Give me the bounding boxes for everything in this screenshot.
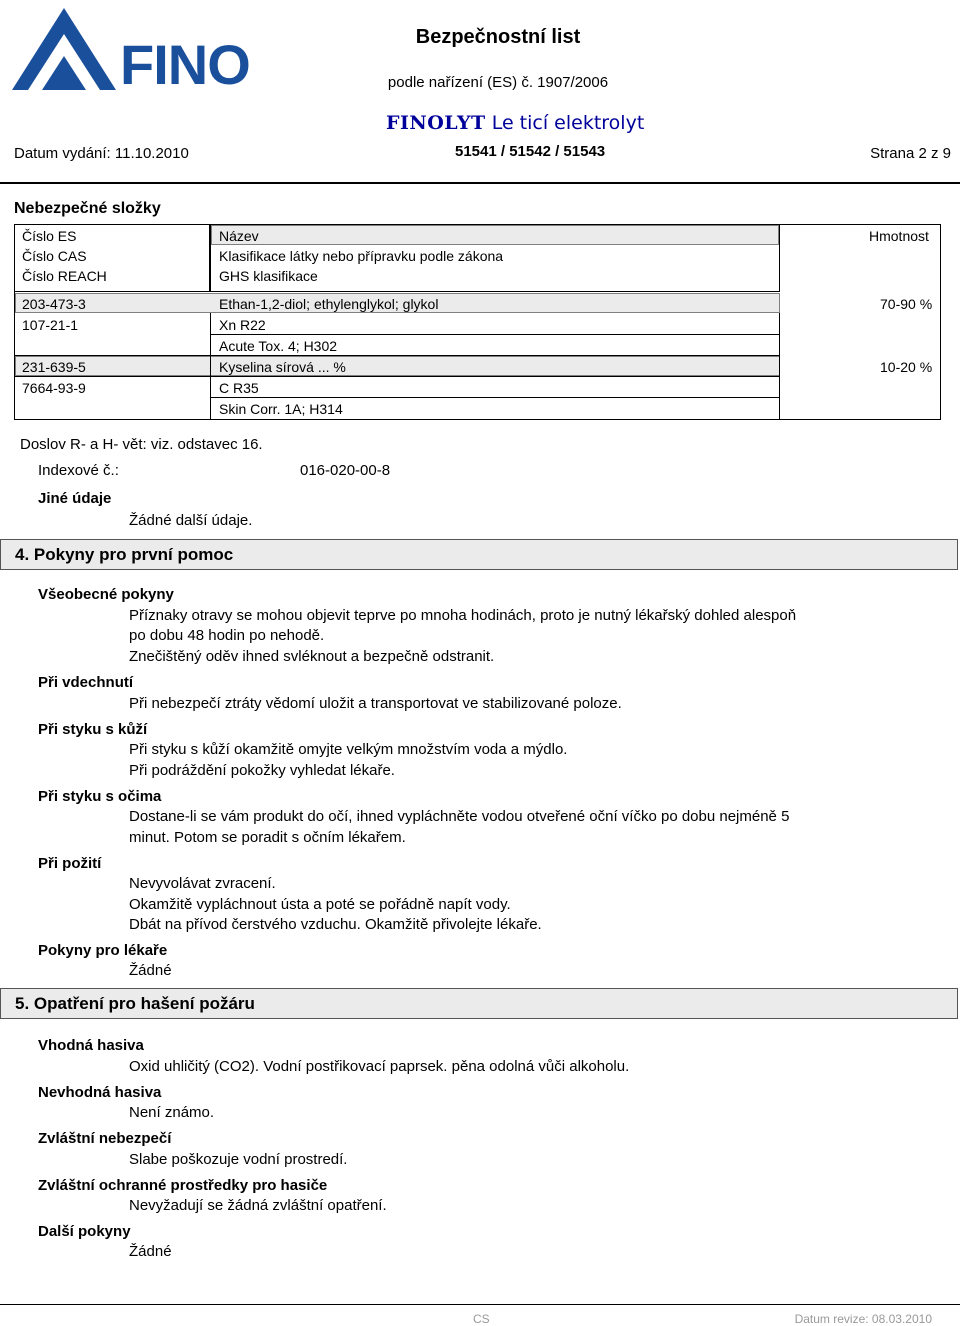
footer-divider xyxy=(0,1304,960,1305)
index-number-value: 016-020-00-8 xyxy=(300,462,391,479)
header-reach-number: Číslo REACH xyxy=(22,268,107,284)
general-advice-line-1: Příznaky otravy se mohou objevit teprve po mnoha hodinách, proto je nutný lékařský dohled alespoň xyxy=(129,607,797,624)
general-advice-line-2: po dobu 48 hodin po nehodě. xyxy=(129,627,325,644)
row-1-name: Ethan-1,2-diol; ethylenglykol; glykol xyxy=(219,296,439,312)
further-info-text: Žádné xyxy=(129,1243,172,1260)
firefighter-equipment-text: Nevyžadují se žádná zvláštní opatření. xyxy=(129,1197,387,1214)
skin-contact-heading: Při styku s kůží xyxy=(38,721,148,738)
index-number-label: Indexové č.: xyxy=(38,462,119,479)
other-info-heading: Jiné údaje xyxy=(38,490,112,507)
table-header-name-band xyxy=(211,225,779,245)
inhalation-heading: Při vdechnutí xyxy=(38,674,134,691)
document-title: Bezpečnostní list xyxy=(415,26,581,48)
ingestion-line-3: Dbát na přívod čerstvého vzduchu. Okamžitě přivolejte lékaře. xyxy=(129,916,542,933)
unsuitable-media-text: Není známo. xyxy=(129,1104,215,1121)
table-row-divider xyxy=(15,376,780,377)
table-col-divider xyxy=(210,313,211,420)
ingestion-line-1: Nevyvolávat zvracení. xyxy=(129,875,276,892)
row-1-ghs: Acute Tox. 4; H302 xyxy=(219,338,338,354)
components-title: Nebezpečné složky xyxy=(14,200,161,217)
footer-language: CS xyxy=(473,1312,490,1326)
special-hazards-text: Slabe poškozuje vodní prostredí. xyxy=(129,1151,348,1168)
firefighter-equipment-heading: Zvláštní ochranné prostředky pro hasiče xyxy=(38,1177,328,1194)
page-number: Strana 2 z 9 xyxy=(870,145,951,162)
doctor-advice-text: Žádné xyxy=(129,962,172,979)
row-1-weight: 70-90 % xyxy=(880,296,933,312)
product-brand: FINOLYT xyxy=(386,112,486,134)
product-name xyxy=(386,112,644,134)
eye-contact-line-2: minut. Potom se poradit s očním lékařem. xyxy=(129,829,406,846)
table-col-divider xyxy=(779,313,780,420)
header-classification: Klasifikace látky nebo přípravku podle zákona xyxy=(219,248,504,264)
special-hazards-heading: Zvláštní nebezpečí xyxy=(38,1130,172,1147)
header-name: Název xyxy=(219,228,259,244)
doctor-advice-heading: Pokyny pro lékaře xyxy=(38,942,168,959)
header-weight: Hmotnost xyxy=(869,228,929,244)
suitable-media-heading: Vhodná hasiva xyxy=(38,1037,144,1054)
row-1-cas: 107-21-1 xyxy=(22,317,79,333)
skin-contact-line-2: Při podráždění pokožky vyhledat lékaře. xyxy=(129,762,395,779)
inhalation-text: Při nebezpečí ztráty vědomí uložit a transportovat ve stabilizované poloze. xyxy=(129,695,622,712)
eye-contact-heading: Při styku s očima xyxy=(38,788,162,805)
unsuitable-media-heading: Nevhodná hasiva xyxy=(38,1084,162,1101)
footer-revision-date: Datum revize: 08.03.2010 xyxy=(794,1312,932,1326)
row-2-name: Kyselina sírová ... % xyxy=(219,359,346,375)
product-codes: 51541 / 51542 / 51543 xyxy=(455,143,606,160)
row-2-ghs: Skin Corr. 1A; H314 xyxy=(219,401,343,417)
further-info-heading: Další pokyny xyxy=(38,1223,131,1240)
company-logo xyxy=(8,2,250,96)
row-2-cas: 7664-93-9 xyxy=(22,380,86,396)
general-advice-line-3: Znečištěný oděv ihned svléknout a bezpečně odstranit. xyxy=(129,648,495,665)
section-5-heading: 5. Opatření pro hašení požáru xyxy=(0,988,958,1019)
row-1-es: 203-473-3 xyxy=(22,296,86,312)
section-4-heading: 4. Pokyny pro první pomoc xyxy=(0,539,958,570)
product-type: Le ticí elektrolyt xyxy=(491,112,645,134)
skin-contact-line-1: Při styku s kůží okamžitě omyjte velkým množstvím voda a mýdlo. xyxy=(129,741,568,758)
header-es-number: Číslo ES xyxy=(22,228,77,244)
row-2-band xyxy=(15,356,780,376)
ingestion-heading: Při požití xyxy=(38,855,102,872)
header-ghs: GHS klasifikace xyxy=(219,268,318,284)
regulation-reference: podle nařízení (ES) č. 1907/2006 xyxy=(387,74,609,91)
table-row-divider xyxy=(210,334,780,335)
header-cas-number: Číslo CAS xyxy=(22,248,87,264)
table-row-divider xyxy=(15,355,211,356)
row-2-es: 231-639-5 xyxy=(22,359,86,375)
row-2-weight: 10-20 % xyxy=(880,359,933,375)
eye-contact-line-1: Dostane-li se vám produkt do očí, ihned vypláchněte vodou otveřené oční víčko po dobu nejméně 5 xyxy=(129,808,790,825)
suitable-media-text: Oxid uhličitý (CO2). Vodní postřikovací paprsek. pěna odolná vůči alkoholu. xyxy=(129,1058,630,1075)
other-info-text: Žádné další údaje. xyxy=(129,512,253,529)
table-row-divider xyxy=(210,397,780,398)
svg-text:FINO: FINO xyxy=(120,33,250,96)
page-header xyxy=(0,0,960,183)
row-1-classification: Xn R22 xyxy=(219,317,266,333)
table-row-divider xyxy=(210,355,780,356)
ingestion-line-2: Okamžitě vypláchnout ústa a poté se pořádně napít vody. xyxy=(129,896,511,913)
r-h-phrases-note: Doslov R- a H- vět: viz. odstavec 16. xyxy=(20,436,263,453)
row-2-classification: C R35 xyxy=(219,380,259,396)
header-divider xyxy=(0,182,960,184)
general-advice-heading: Všeobecné pokyny xyxy=(38,586,174,603)
issue-date: Datum vydání: 11.10.2010 xyxy=(14,145,189,162)
fino-logo-graphic xyxy=(8,2,250,96)
